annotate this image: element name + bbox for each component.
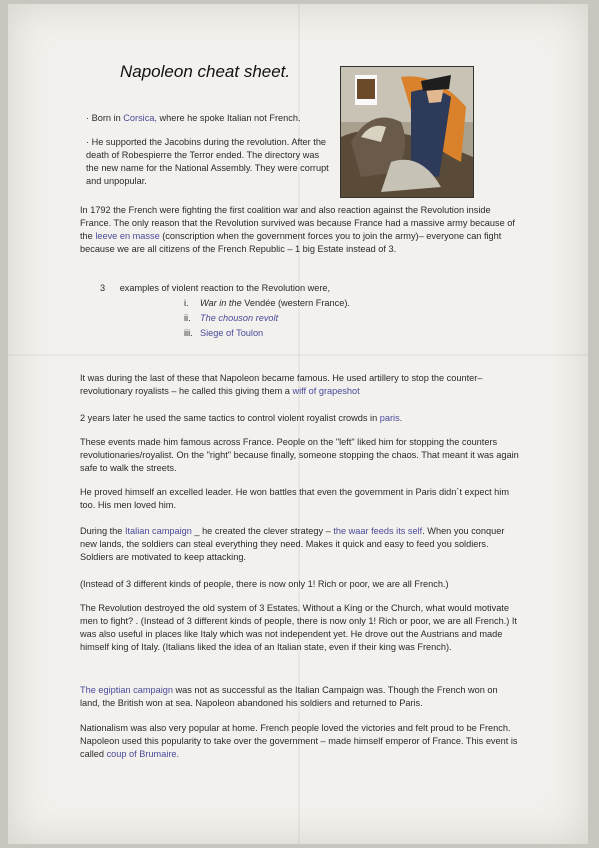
paragraph-text: . When you conquer new lands, the soldiers can steal everything they need. Makes it quick and easy to feed you soldiers. Soldiers are motivated to keep attacking.: [80, 526, 505, 562]
list-item: [184, 312, 278, 325]
paragraph-1792: [80, 204, 520, 256]
paragraph-text: In 1792 the French were fighting the first coalition war and also reaction against the Revolution inside France. The only reason that the Revolution survived was because France had a massive army because of the: [80, 205, 515, 241]
list-item-number: iii.: [184, 328, 193, 338]
list-item-number: ii.: [184, 313, 191, 323]
paragraph-paris: [80, 412, 520, 425]
paragraph-famous: These events made him famous across France. People on the "left" liked him for stopping the counters revolutionaries/royalist. On the "right" because finally, someone stopping the chaos. That meant it was again safe to walk the streets.: [80, 437, 519, 473]
term-paris: paris.: [379, 413, 403, 423]
paragraph-text: _ he created the clever strategy –: [191, 526, 334, 536]
list-item-emphasis: The chouson revolt: [200, 313, 279, 323]
paragraph-text: Nationalism was also very popular at home. French people loved the victories and felt proud to be French. Napoleon used this popularity to take over the government – made himself emperor of France. This event is called: [80, 723, 518, 759]
bullet-birth-text: · Born in: [86, 113, 124, 123]
paragraph-text: 2 years later he used the same tactics to control violent royalist crowds in: [80, 413, 380, 423]
term-coup-of-brumaire: coup of Brumaire.: [106, 749, 180, 759]
list-intro-text: examples of violent reaction to the Revolution were,: [119, 283, 331, 293]
term-egyptian-campaign: The egiptian campaign: [80, 685, 173, 695]
painting-illustration: [341, 67, 473, 197]
list-item-text: Vendée (western France).: [241, 298, 350, 308]
document-page: [8, 4, 588, 844]
list-intro-number: 3: [100, 283, 106, 293]
term-italian-campaign: Italian campaign: [124, 526, 192, 536]
list-item-number: i.: [184, 298, 189, 308]
list-item-emphasis: War in the: [200, 298, 242, 308]
paragraph-leader: He proved himself an excelled leader. He won battles that even the government in Paris didn´t expect him too. His men loved him.: [80, 487, 509, 510]
paragraph-artillery: [80, 372, 520, 398]
napoleon-painting-image: [340, 66, 474, 198]
bullet-birth-text-end: where he spoke Italian not French.: [156, 113, 301, 123]
list-item-text: Siege of Toulon: [200, 328, 264, 338]
list-item: [184, 297, 350, 310]
paragraph-egypt: [80, 684, 520, 710]
bullet-birth: [86, 112, 336, 125]
paragraph-one-people: (Instead of 3 different kinds of people, there is now only 1! Rich or poor, we are all French.): [80, 579, 449, 589]
list-intro: [100, 282, 330, 295]
paragraph-italian-campaign: [80, 525, 520, 564]
term-war-feeds-itself: the waar feeds its self: [333, 526, 423, 536]
paragraph-text: It was during the last of these that Napoleon became famous. He used artillery to stop the counter–revolutionary royalists – he called this giving them a: [80, 373, 483, 396]
term-corsica: Corsica,: [123, 113, 157, 123]
paragraph-text: During the: [80, 526, 125, 536]
paragraph-estates: The Revolution destroyed the old system of 3 Estates. Without a King or the Church, what would motivate men to fight? . (Instead of 3 different kinds of people, there is now only 1! Rich or poor, we are all French.) It was also useful in places like Italy which was not independent yet. He drove out the Austrians and made himself king of Italy. (Italians liked the idea of an Italian state, even if their king was French).: [80, 603, 517, 652]
term-levee-en-masse: leeve en masse: [95, 231, 160, 241]
list-item: [184, 327, 263, 340]
paragraph-text: was not as successful as the Italian Campaign was. Though the French won on land, the British won at sea. Napoleon abandoned his soldiers and returned to Paris.: [80, 685, 498, 708]
term-grapeshot: wiff of grapeshot: [292, 386, 360, 396]
paragraph-nationalism: [80, 722, 520, 761]
bullet-jacobins: · He supported the Jacobins during the revolution. After the death of Robespierre the Terror ended. The directory was the new name for the National Assembly. They were corrupt and unpopular.: [86, 137, 329, 186]
paragraph-text: (conscription when the government forces you to join the army)– everyone can fight because we are all citizens of the French Republic – 1 big Estate instead of 3.: [80, 231, 502, 254]
page-title: Napoleon cheat sheet.: [120, 62, 291, 81]
